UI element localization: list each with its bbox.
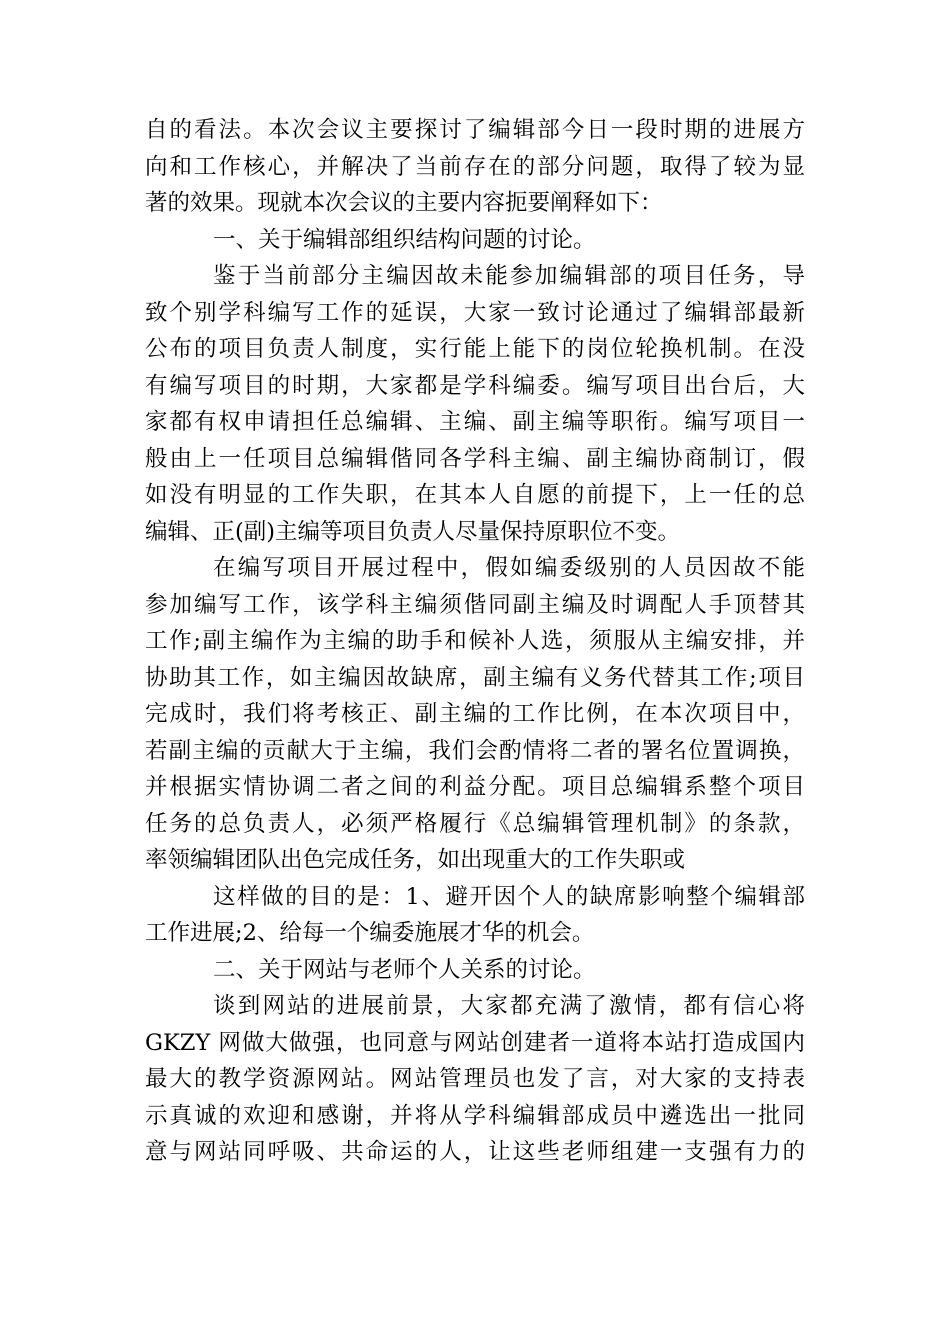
paragraph-start: 在编写项目开展过程中，假如编委级别的人员因故不能 [213,555,805,581]
text-line: 若副主编的贡献大于主编，我们会酌情将二者的署名位置调换， [145,737,805,764]
text-line: 致个别学科编写工作的延误，大家一致讨论通过了编辑部最新 [145,299,805,326]
paragraph-start: 鉴于当前部分主编因故未能参加编辑部的项目任务，导 [213,263,805,289]
text-line: 公布的项目负责人制度，实行能上能下的岗位轮换机制。在没 [145,336,805,362]
text-line: 著的效果。现就本次会议的主要内容扼要阐释如下： [145,190,663,216]
text-line: 协助其工作，如主编因故缺席，副主编有义务代替其工作;项目 [145,664,805,691]
text-line: 自的看法。本次会议主要探讨了编辑部今日一段时期的进展方 [145,117,805,143]
text-line: 工作进展;2、给每一个编委施展才华的机会。 [145,920,595,946]
paragraph-start: 谈到网站的进展前景，大家都充满了激情，都有信心将 [213,993,805,1019]
text-line: 如没有明显的工作失职，在其本人自愿的前提下，上一任的总 [145,482,805,508]
text-line: 编辑、正(副)主编等项目负责人尽量保持原职位不变。 [145,518,681,545]
section-heading-2: 二、关于网站与老师个人关系的讨论。 [213,956,596,983]
text-line: 参加编写工作，该学科主编须偕同副主编及时调配人手顶替其 [145,591,805,618]
text-line: 率领编辑团队出色完成任务，如出现重大的工作失职或 [145,847,686,873]
text-line: 任务的总负责人，必须严格履行《总编辑管理机制》的条款， [145,810,805,837]
text-line: 向和工作核心，并解决了当前存在的部分问题，取得了较为显 [145,153,805,180]
text-line: 最大的教学资源网站。网站管理员也发了言，对大家的支持表 [145,1066,805,1092]
section-heading-1: 一、关于编辑部组织结构问题的讨论。 [213,226,596,253]
text-line: 有编写项目的时期，大家都是学科编委。编写项目出台后，大 [145,372,805,399]
text-line: 工作;副主编作为主编的助手和候补人选，须服从主编安排，并 [145,628,805,654]
text-line: 示真诚的欢迎和感谢，并将从学科编辑部成员中遴选出一批同 [145,1102,805,1129]
text-line: GKZY 网做大做强，也同意与网站创建者一道将本站打造成国内 [145,1029,805,1056]
text-line: 并根据实情协调二者之间的利益分配。项目总编辑系整个项目 [145,774,805,800]
paragraph-start: 这样做的目的是：1、避开因个人的缺席影响整个编辑部 [213,883,805,910]
text-line: 家都有权申请担任总编辑、主编、副主编等职衔。编写项目一 [145,409,805,435]
document-body [145,112,805,1171]
text-line: 意与网站同呼吸、共命运的人，让这些老师组建一支强有力的 [145,1139,805,1165]
text-line: 完成时，我们将考核正、副主编的工作比例，在本次项目中， [145,701,805,727]
text-line: 般由上一任项目总编辑偕同各学科主编、副主编协商制订，假 [145,445,805,472]
